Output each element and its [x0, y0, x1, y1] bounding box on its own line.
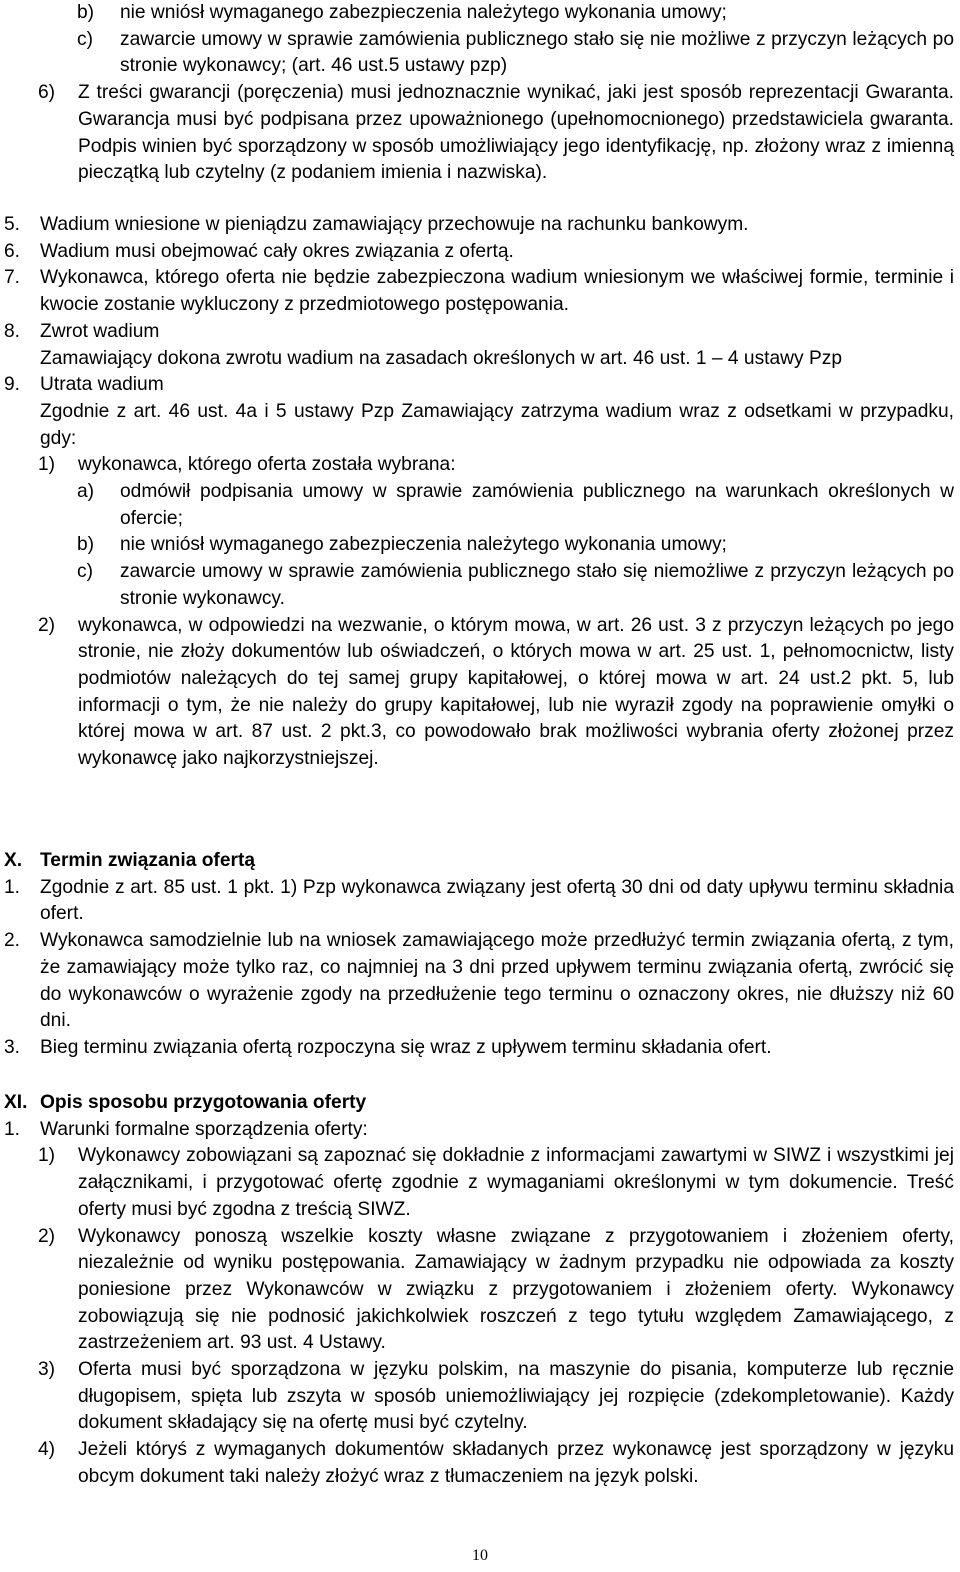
item-text: wykonawca, w odpowiedzi na wezwanie, o którym mowa, w art. 26 ust. 3 z przyczyn leżących po jego stronie, nie złoży dokumentów lub oświadczeń, o których mowa w art. 25 ust. 1, pełnomocnictw, listy podmiotów należących do tej samej grupy kapitałowej, o której mowa w art. 24 ust.2 pkt. 5, lub informacji o tym, że nie należy do grupy kapitałowej, lub nie wyraził zgody na poprawienie omyłki o której mowa w art. 87 ust. 2 pkt.3, co powodowało brak możliwości wybrania oferty złożonej przez wykonawcę jako najkorzystniejszej. [78, 614, 954, 770]
item-label: c) [77, 561, 93, 583]
item-label: 2. [4, 930, 21, 952]
item-label: 8. [4, 320, 21, 342]
list-item [4, 319, 954, 346]
item-text: Warunki formalne sporządzenia oferty: [40, 1118, 368, 1140]
section-number: X. [4, 850, 23, 871]
list-item [4, 265, 954, 318]
list-item [38, 1357, 954, 1437]
list-item [4, 239, 954, 266]
list-item [4, 1117, 954, 1144]
item-label: 1. [4, 1118, 21, 1140]
item-text: Oferta musi być sporządzona w języku polskim, na maszynie do pisania, komputerze lub ręcznie długopisem, spięta lub zszyta w sposób uniemożliwiający jej rozpięcie (zdekompletowanie). Każdy dokument składający się na ofertę musi być czytelny. [78, 1359, 954, 1434]
item-text: Wykonawcy zobowiązani są zapoznać się dokładnie z informacjami zawartymi w SIWZ i wszystkimi jej załącznikami, i przygotować ofertę zgodnie z wymaganiami określonymi w tym dokumencie. Treść oferty musi być zgodna z treścią SIWZ. [78, 1145, 954, 1220]
item-label: 3) [38, 1359, 56, 1381]
item-label: 2) [38, 614, 56, 636]
wadium-items [0, 212, 960, 773]
list-item [4, 212, 954, 239]
item-label: 4) [38, 1439, 56, 1461]
item-text: Wykonawca samodzielnie lub na wniosek zamawiającego może przedłużyć termin związania ofertą, z tym, że zamawiający może tylko raz, co najmniej na 3 dni przed upływem terminu związania ofertą, zwrócić się do wykonawców o wyrażenie zgody na przedłużenie tego terminu o oznaczony okres, nie dłuższy niż 60 dni. [40, 930, 954, 1032]
item-label: b) [77, 534, 95, 556]
list-item [77, 0, 954, 27]
list-item [38, 613, 954, 773]
item-text: odmówił podpisania umowy w sprawie zamówienia publicznego na warunkach określonych w ofercie; [120, 481, 954, 529]
item-label: 9. [4, 374, 21, 396]
section-title: Termin związania ofertą [40, 850, 256, 871]
item-text: nie wniósł wymaganego zabezpieczenia należytego wykonania umowy; [120, 2, 727, 23]
item-text: Jeżeli któryś z wymaganych dokumentów składanych przez wykonawcę jest sporządzony w języku obcym dokument taki należy złożyć wraz z tłumaczeniem na język polski. [78, 1439, 954, 1487]
item-text: Zgodnie z art. 46 ust. 4a i 5 ustawy Pzp Zamawiający zatrzyma wadium wraz z odsetkami w przypadku, gdy: [40, 400, 954, 449]
item-label: 5. [4, 214, 21, 235]
item-text: Zamawiający dokona zwrotu wadium na zasadach określonych w art. 46 ust. 1 – 4 ustawy Pzp [40, 347, 843, 369]
list-item [40, 346, 954, 373]
item-text: Zwrot wadium [40, 320, 160, 342]
item-label: 1. [4, 876, 21, 898]
item-text: nie wniósł wymaganego zabezpieczenia należytego wykonania umowy; [120, 534, 727, 556]
section-title: Opis sposobu przygotowania oferty [40, 1092, 367, 1113]
item-text: Wadium wniesione w pieniądzu zamawiający przechowuje na rachunku bankowym. [40, 214, 749, 235]
section-heading [4, 1090, 954, 1117]
section-xi [0, 1090, 960, 1491]
list-item [4, 372, 954, 399]
top-continuation [0, 0, 960, 187]
list-item [77, 479, 954, 532]
list-item [77, 559, 954, 612]
section-number: XI. [4, 1092, 28, 1113]
list-item [4, 875, 954, 928]
item-text: Wadium musi obejmować cały okres związania z ofertą. [40, 240, 514, 262]
item-text: zawarcie umowy w sprawie zamówienia publicznego stało się niemożliwe z przyczyn leżących po stronie wykonawcy. [120, 561, 954, 609]
item-text: Zgodnie z art. 85 ust. 1 pkt. 1) Pzp wykonawca związany jest ofertą 30 dni od daty upływu terminu składnia ofert. [40, 876, 954, 925]
item-label: 6. [4, 240, 21, 262]
item-text: zawarcie umowy w sprawie zamówienia publicznego stało się nie możliwe z przyczyn leżących po stronie wykonawcy; (art. 46 ust.5 ustawy pzp) [120, 28, 954, 77]
item-label: 1) [38, 454, 56, 476]
item-text: Z treści gwarancji (poręczenia) musi jednoznacznie wynikać, jaki jest sposób reprezentacji Gwaranta. Gwarancja musi być podpisana przez upoważnionego (upełnomocnionego) przedstawiciela gwaranta. Podpis winien być sporządzony w sposób umożliwiający jego identyfikację, np. złożony wraz z imienną pieczątką lub czytelny (z podaniem imienia i nazwiska). [78, 82, 954, 184]
item-text: Utrata wadium [40, 374, 164, 396]
list-item [38, 1224, 954, 1358]
list-item [40, 399, 954, 452]
item-text: Wykonawcy ponoszą wszelkie koszty własne związane z przygotowaniem i złożeniem oferty, niezależnie od wyniku postępowania. Zamawiający w żadnym przypadku nie odpowiada za koszty poniesione przez Wykonawców w związku z przygotowaniem i złożeniem oferty. Wykonawcy zobowiązują się nie podnosić jakichkolwiek roszczeń z tego tytułu względem Zamawiającego, z zastrzeżeniem art. 93 ust. 4 Ustawy. [78, 1225, 954, 1354]
item-text: Bieg terminu związania ofertą rozpoczyna się wraz z upływem terminu składania ofert. [40, 1036, 772, 1058]
item-text: Wykonawca, którego oferta nie będzie zabezpieczona wadium wniesionym we właściwej formie, terminie i kwocie zostanie wykluczony z przedmiotowego postępowania. [40, 267, 954, 316]
list-item [38, 80, 954, 187]
item-label: 6) [38, 82, 56, 104]
list-item [38, 1437, 954, 1490]
item-label: 1) [38, 1145, 56, 1167]
section-x [0, 848, 960, 1062]
item-label: b) [77, 2, 95, 23]
item-label: a) [77, 481, 95, 503]
list-item [38, 452, 954, 479]
list-item [38, 1143, 954, 1223]
section-heading [4, 848, 954, 875]
list-item [77, 27, 954, 80]
page-number: 10 [472, 1547, 488, 1564]
item-label: 2) [38, 1225, 56, 1247]
list-item [4, 1035, 954, 1062]
item-text: wykonawca, którego oferta została wybrana: [78, 454, 456, 476]
list-item [77, 532, 954, 559]
item-label: c) [77, 28, 93, 50]
list-item [4, 928, 954, 1035]
item-label: 7. [4, 267, 21, 289]
item-label: 3. [4, 1036, 21, 1058]
